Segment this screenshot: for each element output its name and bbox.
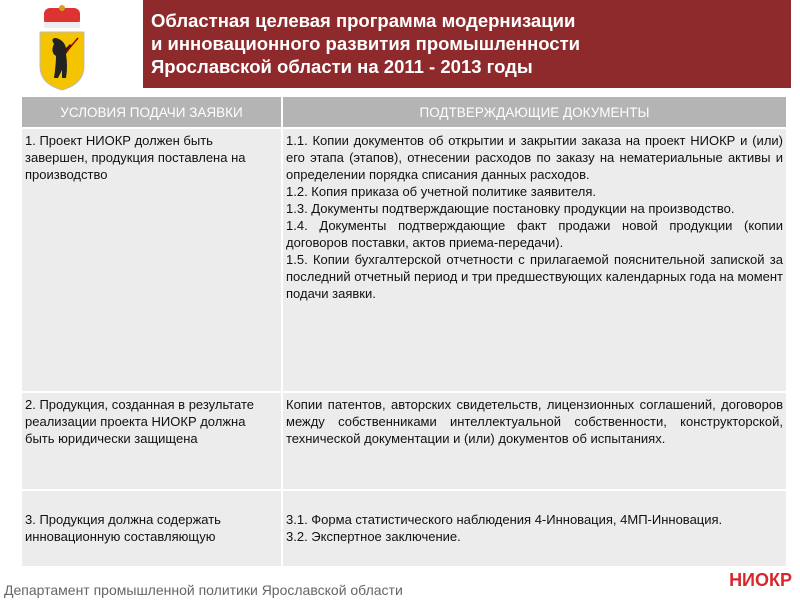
column-header-documents: ПОДТВЕРЖДАЮЩИЕ ДОКУМЕНТЫ bbox=[282, 97, 786, 128]
title-line: Ярославской области на 2011 - 2013 годы bbox=[151, 56, 533, 77]
documents-cell bbox=[282, 392, 786, 490]
document-item: 1.3. Документы подтверждающие постановку продукции на производство. bbox=[286, 201, 735, 216]
table-row bbox=[22, 490, 786, 566]
section-tag: НИОКР bbox=[729, 570, 792, 590]
documents-cell bbox=[282, 128, 786, 392]
requirements-table bbox=[22, 97, 786, 566]
table-row bbox=[22, 392, 786, 490]
document-item: 1.5. Копии бухгалтерской отчетности с прилагаемой пояснительной запиской за последний отчетный период и три предшествующих календарных года на момент подачи заявки. bbox=[286, 252, 783, 301]
coat-of-arms-icon bbox=[36, 4, 88, 92]
footer-department: Департамент промышленной политики Ярославской области bbox=[4, 582, 403, 598]
condition-cell: 3. Продукция должна содержать инновационную составляющую bbox=[22, 490, 282, 566]
documents-cell bbox=[282, 490, 786, 566]
title-line: Областная целевая программа модернизации bbox=[151, 10, 576, 31]
column-header-conditions: УСЛОВИЯ ПОДАЧИ ЗАЯВКИ bbox=[22, 97, 282, 128]
table-header bbox=[22, 97, 786, 128]
condition-cell: 2. Продукция, созданная в результате реализации проекта НИОКР должна быть юридически защищена bbox=[22, 392, 282, 490]
document-item: 3.1. Форма статистического наблюдения 4-Инновация, 4МП-Инновация. bbox=[286, 512, 723, 527]
condition-cell: 1. Проект НИОКР должен быть завершен, продукция поставлена на производство bbox=[22, 128, 282, 392]
table-row bbox=[22, 128, 786, 392]
document-item: 1.2. Копия приказа об учетной политике заявителя. bbox=[286, 184, 597, 199]
document-item: Копии патентов, авторских свидетельств, лицензионных соглашений, договоров между собственниками интеллектуальной собственности, конструкторской, технической документации и (или) документов об испытаниях. bbox=[286, 397, 783, 446]
document-item: 3.2. Экспертное заключение. bbox=[286, 529, 461, 544]
document-item: 1.4. Документы подтверждающие факт продажи новой продукции (копии договоров поставки, актов приема-передачи). bbox=[286, 218, 783, 250]
document-item: 1.1. Копии документов об открытии и закрытии заказа на проект НИОКР и (или) его этапа (этапов), отнесении расходов по заказу на нематериальные активы и определении порядка списания данных расходов. bbox=[286, 133, 783, 182]
title-line: и инновационного развития промышленности bbox=[151, 33, 581, 54]
page-title bbox=[143, 0, 791, 88]
